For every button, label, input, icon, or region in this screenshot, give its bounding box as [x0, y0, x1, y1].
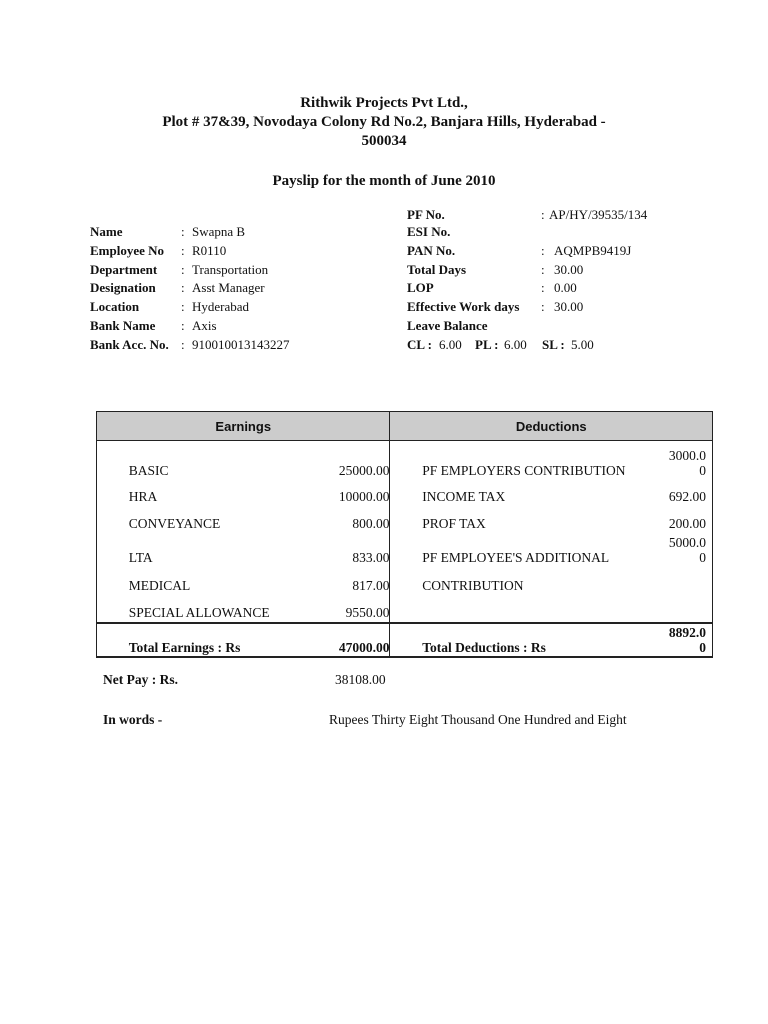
- deduction-label: INCOME TAX: [422, 488, 506, 504]
- pf-no-label: PF No.: [407, 207, 445, 222]
- sl-value: 5.00: [571, 337, 594, 352]
- leave-balance-label: Leave Balance: [407, 318, 488, 333]
- cl-value: 6.00: [439, 337, 462, 352]
- earnings-header: Earnings: [97, 412, 390, 441]
- earning-label: CONVEYANCE: [128, 515, 221, 531]
- company-name: Rithwik Projects Pvt Ltd.,: [300, 95, 468, 111]
- colon: :: [181, 262, 185, 277]
- deduction-label: PROF TAX: [422, 515, 486, 531]
- department-label: Department: [90, 262, 158, 277]
- colon: :: [181, 299, 185, 314]
- name-value: Swapna B: [192, 224, 246, 239]
- cl-label: CL :: [407, 337, 432, 352]
- deduction-amount: 692.00: [669, 481, 713, 508]
- table-row: [97, 569, 713, 597]
- lop-label: LOP: [407, 280, 434, 295]
- earnings-deductions-table: [96, 411, 713, 658]
- deductions-header: Deductions: [390, 412, 713, 441]
- pl-value: 6.00: [504, 337, 527, 352]
- table-row: [97, 481, 713, 508]
- earning-amount: 25000.00: [338, 462, 390, 478]
- deduction-amount-empty: [669, 597, 713, 623]
- colon: :: [541, 207, 545, 222]
- table-row: [97, 508, 713, 535]
- total-deductions-value: 8892.00: [669, 623, 713, 657]
- in-words-value: Rupees Thirty Eight Thousand One Hundred and Eight: [329, 712, 627, 727]
- deduction-label-empty: [422, 597, 669, 623]
- designation-label: Designation: [90, 280, 156, 295]
- colon: :: [181, 318, 185, 333]
- earning-amount: 800.00: [352, 515, 390, 531]
- colon: :: [541, 280, 545, 295]
- deduction-label: CONTRIBUTION: [422, 577, 524, 593]
- colon: :: [541, 299, 545, 314]
- name-label: Name: [90, 224, 123, 239]
- net-pay-value: 38108.00: [335, 672, 386, 687]
- total-earnings-label: Total Earnings : Rs: [129, 623, 314, 657]
- deduction-amount: 3000.00: [669, 441, 713, 481]
- table-row: [97, 535, 713, 569]
- esi-no-label: ESI No.: [407, 224, 451, 239]
- colon: :: [181, 224, 185, 239]
- location-label: Location: [90, 299, 140, 314]
- pl-label: PL :: [475, 337, 499, 352]
- deduction-label: PF EMPLOYEE'S ADDITIONAL: [422, 549, 610, 565]
- bank-name-label: Bank Name: [90, 318, 156, 333]
- pan-no-value: AQMPB9419J: [554, 243, 632, 258]
- earning-label: MEDICAL: [128, 577, 191, 593]
- earning-label: LTA: [128, 549, 153, 565]
- total-earnings-value: 47000.00: [314, 623, 390, 657]
- deduction-amount: 5000.00: [669, 535, 713, 569]
- earning-label: SPECIAL ALLOWANCE: [128, 604, 270, 620]
- location-value: Hyderabad: [192, 299, 250, 314]
- colon: :: [181, 337, 185, 352]
- colon: :: [541, 243, 545, 258]
- employee-no-label: Employee No: [90, 243, 165, 258]
- colon: :: [541, 262, 545, 277]
- total-days-value: 30.00: [554, 262, 584, 277]
- deduction-amount: [669, 569, 713, 597]
- earning-amount: 833.00: [352, 549, 390, 565]
- deduction-label: PF EMPLOYERS CONTRIBUTION: [422, 462, 626, 478]
- bank-acc-value: 910010013143227: [192, 337, 290, 352]
- table-total-row: [97, 623, 713, 657]
- earning-amount: 10000.00: [338, 488, 390, 504]
- in-words-label: In words -: [103, 712, 163, 727]
- pan-no-label: PAN No.: [407, 243, 456, 258]
- colon: :: [181, 243, 185, 258]
- designation-value: Asst Manager: [192, 280, 265, 295]
- earning-label: BASIC: [128, 462, 169, 478]
- net-pay-label: Net Pay : Rs.: [103, 672, 178, 687]
- employee-no-value: R0110: [192, 243, 227, 258]
- total-days-label: Total Days: [407, 262, 467, 277]
- company-address-line1: Plot # 37&39, Novodaya Colony Rd No.2, Banjara Hills, Hyderabad -: [162, 114, 606, 130]
- total-deductions-label: Total Deductions : Rs: [422, 623, 669, 657]
- bank-acc-label: Bank Acc. No.: [90, 337, 169, 352]
- deduction-amount: 200.00: [669, 508, 713, 535]
- table-row: [97, 441, 713, 481]
- earning-amount: 9550.00: [345, 604, 390, 620]
- sl-label: SL :: [542, 337, 565, 352]
- lop-value: 0.00: [554, 280, 577, 295]
- payslip-title: Payslip for the month of June 2010: [272, 173, 496, 189]
- earning-label: HRA: [128, 488, 158, 504]
- pf-no-value: AP/HY/39535/134: [549, 207, 648, 222]
- table-header-row: [97, 412, 713, 441]
- company-address-line2: 500034: [361, 133, 407, 149]
- effective-work-days-value: 30.00: [554, 299, 584, 314]
- bank-name-value: Axis: [192, 318, 217, 333]
- table-row: [97, 597, 713, 623]
- colon: :: [181, 280, 185, 295]
- earning-amount: 817.00: [352, 577, 390, 593]
- department-value: Transportation: [192, 262, 269, 277]
- effective-work-days-label: Effective Work days: [407, 299, 520, 314]
